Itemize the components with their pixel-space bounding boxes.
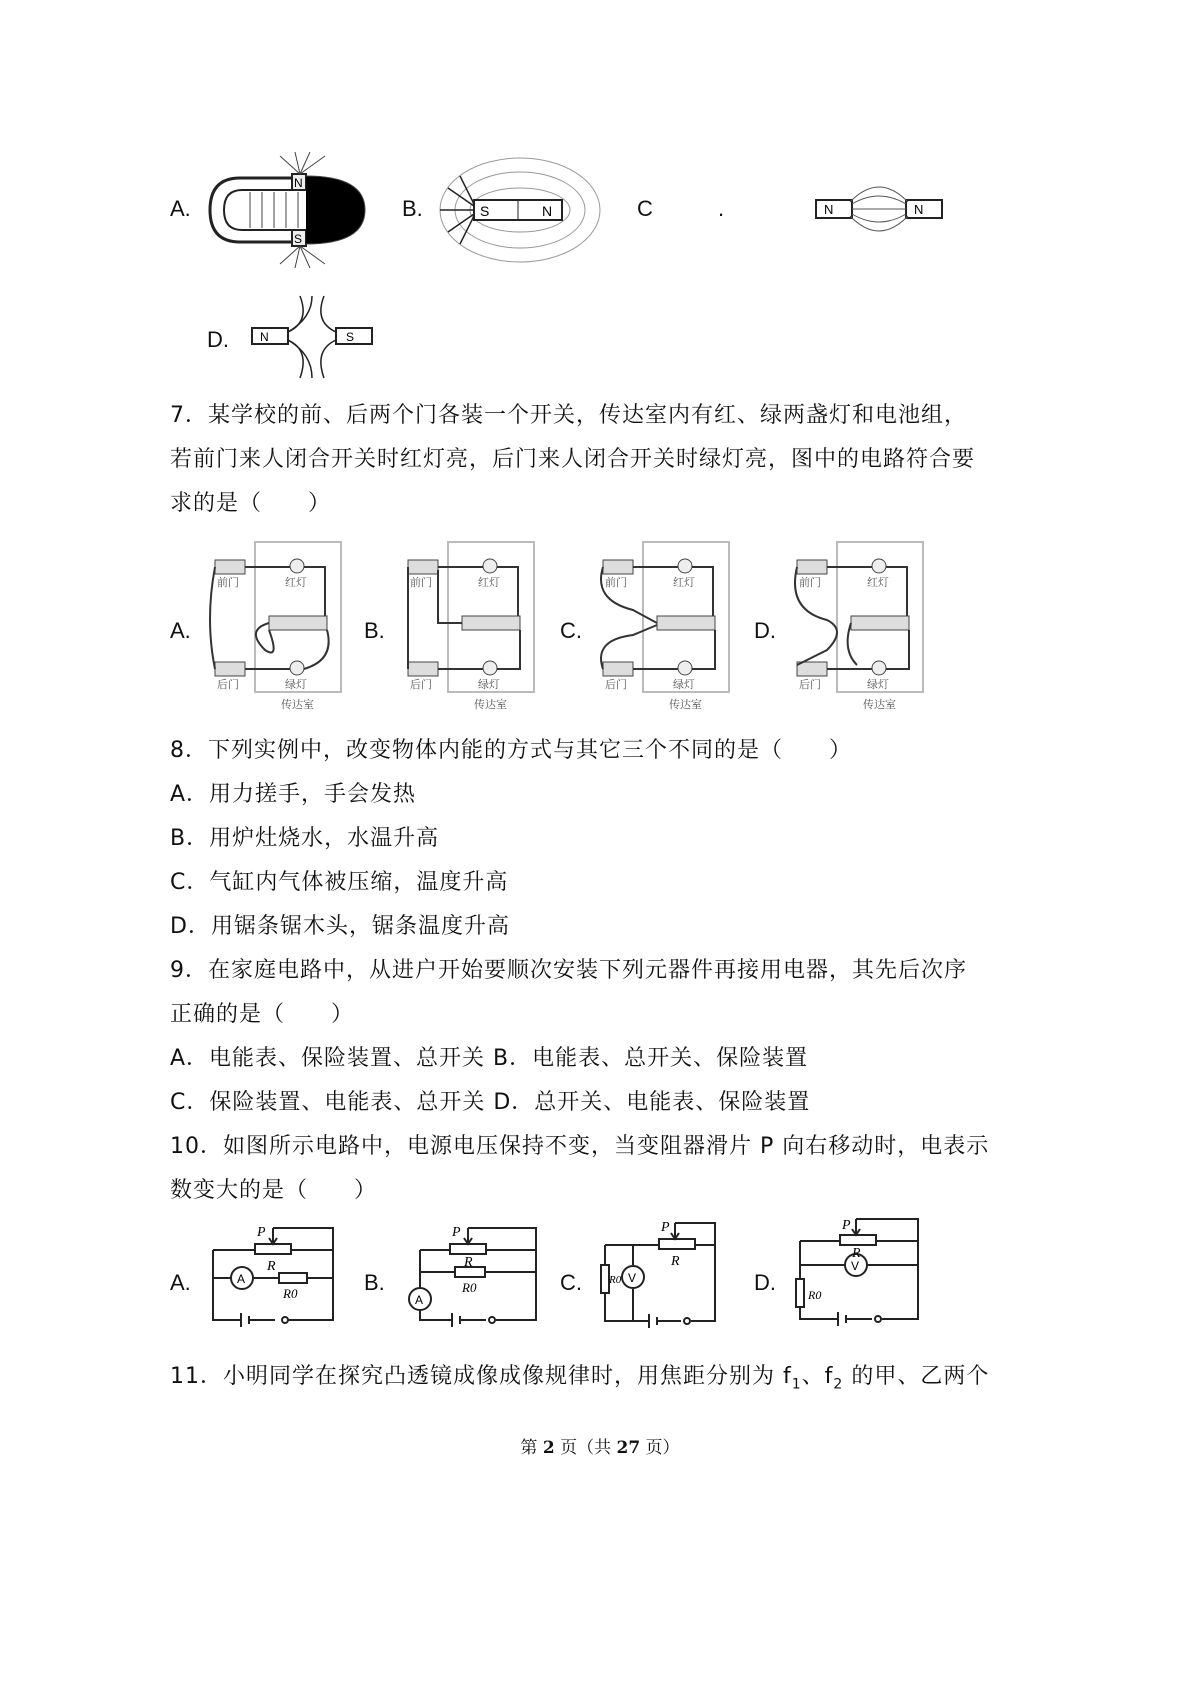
- q6-a-magnet-n: N: [294, 176, 303, 190]
- q10-d-r0: R0: [808, 1288, 822, 1302]
- q8-stem: 8．下列实例中，改变物体内能的方式与其它三个不同的是（ ）: [170, 738, 852, 763]
- q6-option-d-label: D.: [207, 327, 229, 352]
- q7-a-green-lamp: 绿灯: [285, 678, 307, 691]
- q7-a-back-door: 后门: [217, 678, 239, 691]
- q7-option-b-label: B.: [364, 618, 385, 643]
- q10-a-p: P: [257, 1225, 266, 1240]
- q10-option-d-label: D.: [754, 1270, 776, 1295]
- page-footer: [0, 1433, 1200, 1458]
- q7-stem-line1: 7．某学校的前、后两个门各装一个开关，传达室内有红、绿两盏灯和电池组，: [170, 403, 967, 428]
- q6-a-magnet-s: S: [294, 232, 303, 246]
- q10-figure-c-circuit: [595, 1215, 725, 1335]
- q10-option-b-label: B.: [364, 1270, 385, 1295]
- q10-c-r0: R0: [609, 1274, 622, 1286]
- q7-option-d-label: D.: [754, 618, 776, 643]
- footer-page-number: 2: [542, 1438, 555, 1458]
- q7-stem-line2: 若前门来人闭合开关时红灯亮，后门来人闭合开关时绿灯亮，图中的电路符合要: [170, 447, 976, 472]
- q7-figure-d-circuit: [787, 540, 927, 715]
- q6-d-magnet-n: N: [260, 330, 269, 344]
- q8-option-a: A．用力搓手，手会发热: [170, 782, 417, 807]
- q7-c-room: 传达室: [669, 698, 702, 711]
- q10-d-voltmeter: V: [851, 1259, 860, 1273]
- q10-b-ammeter: A: [415, 1293, 424, 1307]
- q7-d-red-lamp: 红灯: [867, 576, 889, 589]
- q10-a-ammeter: A: [237, 1272, 246, 1286]
- q7-figure-b-circuit: [398, 540, 538, 715]
- q10-figure-d-circuit: [790, 1215, 930, 1333]
- q7-option-c-label: C.: [560, 618, 582, 643]
- q11-text-pre: 11．小明同学在探究凸透镜成像成像规律时，用焦距分别为 f: [170, 1364, 792, 1389]
- q9-stem-line2: 正确的是（ ）: [170, 1002, 355, 1027]
- q7-d-front-door: 前门: [799, 576, 821, 589]
- q7-stem-line3: 求的是（ ）: [170, 491, 332, 516]
- q10-d-r: R: [852, 1246, 861, 1261]
- q6-figure-a-horseshoe-magnet: [200, 150, 370, 270]
- q6-option-c-dot: .: [718, 196, 725, 221]
- q6-c-magnet1-n: N: [824, 202, 834, 217]
- q6-option-c-label: C: [637, 196, 653, 221]
- q10-c-r: R: [671, 1254, 680, 1269]
- q10-c-voltmeter: V: [628, 1271, 637, 1285]
- q9-stem-line1: 9．在家庭电路中，从进户开始要顺次安装下列元器件再接用电器，其先后次序: [170, 958, 967, 983]
- q10-stem-line2: 数变大的是（ ）: [170, 1178, 378, 1203]
- q7-b-green-lamp: 绿灯: [478, 678, 500, 691]
- q10-figure-a-circuit: [205, 1220, 345, 1332]
- q6-figure-b-bar-magnet: [430, 150, 610, 270]
- q7-a-front-door: 前门: [217, 576, 239, 589]
- q8-option-c: C．气缸内气体被压缩，温度升高: [170, 870, 509, 895]
- q7-b-red-lamp: 红灯: [478, 576, 500, 589]
- q6-figure-c-two-magnets: [810, 160, 950, 260]
- q7-c-red-lamp: 红灯: [673, 576, 695, 589]
- q9-options-ab: A．电能表、保险装置、总开关 B．电能表、总开关、保险装置: [170, 1046, 809, 1071]
- q10-b-p: P: [452, 1225, 461, 1240]
- q6-b-magnet-n: N: [542, 203, 553, 219]
- q11-text-post: 的甲、乙两个: [843, 1364, 990, 1389]
- q7-d-room: 传达室: [863, 698, 896, 711]
- q7-figure-c-circuit: [593, 540, 733, 715]
- q7-c-front-door: 前门: [605, 576, 627, 589]
- q11-sub-2: 2: [833, 1376, 844, 1393]
- q6-figure-d-two-magnets: [248, 292, 378, 382]
- q6-option-b-label: B.: [402, 196, 423, 221]
- q10-b-r: R: [464, 1255, 473, 1270]
- q6-d-magnet-s: S: [346, 330, 355, 344]
- q7-c-back-door: 后门: [605, 678, 627, 691]
- q10-a-r0: R0: [283, 1286, 298, 1301]
- q7-figure-a-circuit: [205, 540, 345, 715]
- q7-a-room: 传达室: [281, 698, 314, 711]
- q10-figure-b-circuit: [400, 1220, 540, 1332]
- q7-option-a-label: A.: [170, 618, 191, 643]
- q6-b-magnet-s: S: [480, 203, 490, 219]
- q7-d-back-door: 后门: [799, 678, 821, 691]
- footer-mid: 页（共: [554, 1438, 617, 1458]
- q7-b-front-door: 前门: [410, 576, 432, 589]
- q10-c-p: P: [661, 1220, 670, 1235]
- q11-sub-1: 1: [791, 1376, 802, 1393]
- q7-d-green-lamp: 绿灯: [867, 678, 889, 691]
- q7-b-back-door: 后门: [410, 678, 432, 691]
- q8-option-b: B．用炉灶烧水，水温升高: [170, 826, 440, 851]
- q9-options-cd: C．保险装置、电能表、总开关 D．总开关、电能表、保险装置: [170, 1090, 811, 1115]
- q10-option-a-label: A.: [170, 1270, 191, 1295]
- q11-text-mid: 、f: [801, 1364, 834, 1389]
- q7-a-red-lamp: 红灯: [285, 576, 307, 589]
- q7-c-green-lamp: 绿灯: [673, 678, 695, 691]
- q10-option-c-label: C.: [560, 1270, 582, 1295]
- q6-c-magnet2-n: N: [914, 202, 924, 217]
- q8-option-d: D．用锯条锯木头，锯条温度升高: [170, 914, 510, 939]
- q6-option-a-label: A.: [170, 196, 191, 221]
- q7-b-room: 传达室: [474, 698, 507, 711]
- footer-pre: 第: [520, 1438, 543, 1458]
- q10-b-r0: R0: [462, 1280, 477, 1295]
- q11-stem-line1: [170, 1362, 989, 1399]
- q10-a-r: R: [267, 1259, 276, 1274]
- q10-d-p: P: [842, 1218, 851, 1233]
- q10-stem-line1: 10．如图所示电路中，电源电压保持不变，当变阻器滑片 P 向右移动时，电表示: [170, 1134, 990, 1159]
- footer-total-pages: 27: [616, 1438, 641, 1458]
- footer-post: 页）: [640, 1438, 680, 1458]
